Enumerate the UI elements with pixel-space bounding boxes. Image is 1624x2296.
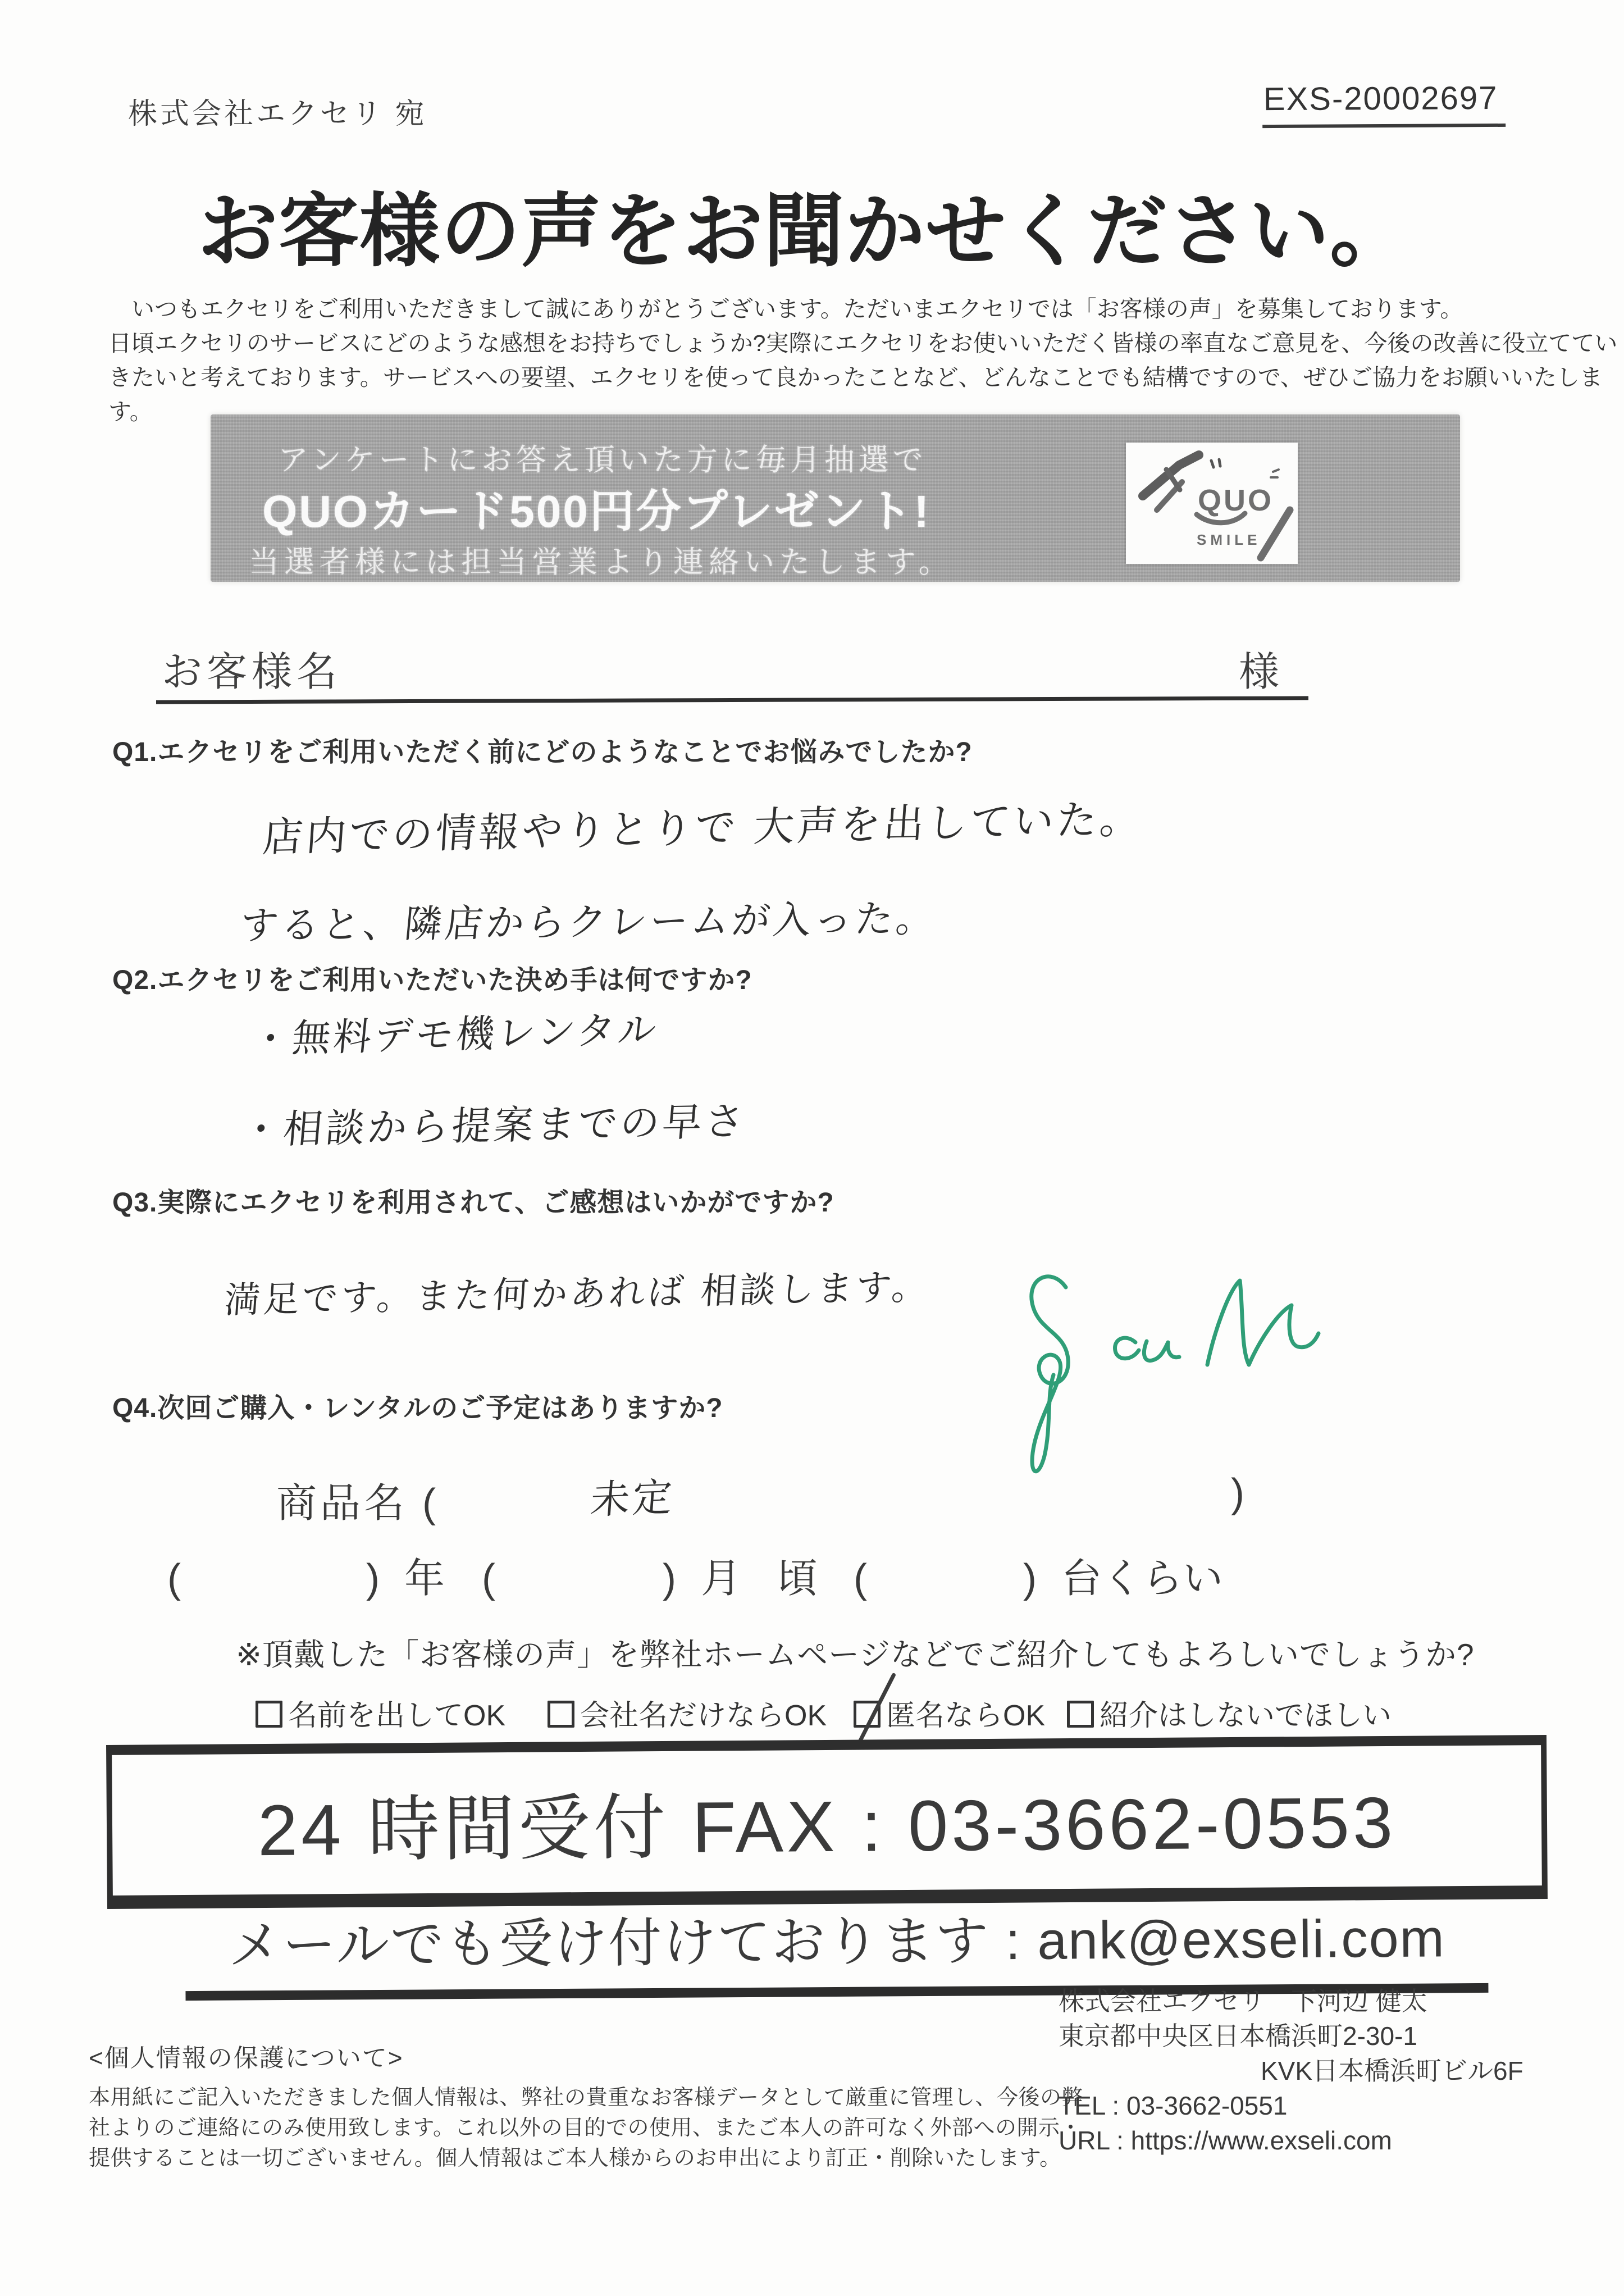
consent-option-no-introduction: [1067, 1692, 1392, 1734]
schedule-units-label: 台くらい: [1061, 1556, 1223, 1601]
schedule-year-close: ): [366, 1556, 380, 1601]
fax-contact-text: 24 時間受付 FAX : 03-3662-0553: [257, 1782, 1397, 1871]
fax-contact-box: [106, 1735, 1548, 1909]
intro-line-1: いつもエクセリをご利用いただきまして誠にありがとうございます。ただいまエクセリでは「お客様の声」を募集しております。: [108, 296, 1463, 322]
question-3-label: Q3.実際にエクセリを利用されて、ご感想はいかがですか?: [112, 1188, 834, 1218]
privacy-policy-block: [89, 2038, 1083, 2174]
schedule-units-open: (: [853, 1556, 867, 1601]
consent-option-label: 会社名だけならOK: [580, 1700, 827, 1732]
consent-option-name-ok: [256, 1692, 505, 1734]
customer-name-label: お客様名: [162, 650, 342, 695]
privacy-line-3: 提供することは一切ございません。個人情報はご本人様からのお申出により訂正・削除いたします。: [89, 2147, 1061, 2170]
privacy-line-2: 社よりのご連絡にのみ使用致します。これ以外の目的での使用、またご本人の許可なく外部への開示・: [89, 2116, 1082, 2140]
company-tel-line: TEL : 03-3662-0551: [1059, 2091, 1288, 2120]
product-name-label: 商品名 (: [276, 1481, 439, 1526]
schedule-row: [167, 1546, 1223, 1604]
consent-option-company-ok: [548, 1692, 827, 1734]
quo-logo-text: QUO: [1198, 484, 1274, 517]
schedule-year-label: 年: [404, 1556, 445, 1601]
question-1-answer-line-1: 店内での情報やりとりで 大声を出していた。: [261, 795, 1145, 861]
company-url-line: URL : https://www.exseli.com: [1059, 2126, 1392, 2155]
question-2-answer-line-2: ・相談から提案までの早さ: [239, 1098, 749, 1153]
schedule-month-close: ): [662, 1556, 676, 1601]
consent-option-label: 紹介はしないでほしい: [1100, 1700, 1392, 1732]
privacy-heading: <個人情報の保護について>: [89, 2044, 404, 2072]
company-name-line: 株式会社エクセリ 下河辺 健太: [1059, 1987, 1427, 2016]
schedule-month-open: (: [481, 1556, 495, 1601]
intro-line-3: きたいと考えております。サービスへの要望、エクセリを使って良かったことなど、どんなことでも結構ですので、ぜひご協力をお願いいたします。: [108, 365, 1603, 425]
question-3-answer: 満足です。また何かあれば 相談します。: [223, 1266, 932, 1322]
quo-campaign-banner: [211, 414, 1460, 582]
quo-smile-text: SMILE: [1197, 531, 1261, 548]
company-address-line: 東京都中央区日本橋浜町2-30-1: [1059, 2021, 1417, 2051]
customer-honorific: 様: [1239, 650, 1280, 695]
page-title: お客様の声をお聞かせください。: [198, 187, 1411, 276]
checkbox-company-ok[interactable]: [548, 1701, 574, 1728]
consent-option-label: 名前を出してOK: [288, 1700, 506, 1732]
company-building-line: KVK日本橋浜町ビル6F: [1261, 2056, 1523, 2085]
handwritten-signature: [1005, 1258, 1331, 1494]
addressee-line: 株式会社エクセリ 宛: [128, 98, 427, 130]
document-number: EXS-20002697: [1262, 79, 1506, 128]
schedule-month-label: 月: [700, 1556, 741, 1601]
checkbox-no-introduction[interactable]: [1067, 1701, 1094, 1728]
intro-line-2: 日頃エクセリのサービスにどのような感想をお持ちでしょうか?実際にエクセリをお使いいただく皆様の率直なご意見を、今後の改善に役立ててい: [108, 330, 1618, 356]
banner-headline: QUOカード500円分プレゼント!: [262, 486, 931, 536]
email-contact-text: メールでも受け付けております : ank@exseli.com: [185, 1896, 1488, 2001]
product-name-answer: 未定: [589, 1474, 677, 1523]
intro-paragraph: [108, 292, 1624, 429]
product-name-close-paren: ): [1231, 1471, 1244, 1516]
schedule-units-close: ): [1023, 1556, 1037, 1601]
question-2-label: Q2.エクセリをご利用いただいた決め手は何ですか?: [112, 965, 752, 995]
question-2-answer-line-1: ・無料デモ機レンタル: [249, 1008, 661, 1062]
company-contact-block: [1059, 1984, 1523, 2158]
checkbox-anonymous-ok[interactable]: [854, 1701, 881, 1728]
question-4-label: Q4.次回ご購入・レンタルのご予定はありますか?: [112, 1393, 723, 1423]
privacy-line-1: 本用紙にご記入いただきました個人情報は、弊社の貴重なお客様データとして厳重に管理し、今後の弊: [89, 2086, 1084, 2110]
banner-subtitle-top: アンケートにお答え頂いた方に毎月抽選で: [278, 443, 927, 477]
question-1-answer-line-2: すると、隣店からクレームが入った。: [238, 896, 939, 949]
schedule-year-open: (: [167, 1556, 181, 1601]
quo-card-image: [1126, 443, 1298, 564]
consent-option-label: 匿名ならOK: [886, 1700, 1046, 1732]
consent-question: ※頂戴した「お客様の声」を弊社ホームページなどでご紹介してもよろしいでしょうか?: [236, 1637, 1475, 1672]
consent-option-anonymous-ok: [854, 1692, 1045, 1734]
product-name-row: [0, 1470, 1624, 1527]
checkbox-name-ok[interactable]: [256, 1701, 282, 1728]
banner-subtitle-bottom: 当選者様には担当営業より連絡いたします。: [249, 545, 954, 579]
question-1-label: Q1.エクセリをご利用いただく前にどのようなことでお悩みでしたか?: [112, 737, 973, 767]
schedule-around-label: 頃: [777, 1556, 818, 1601]
